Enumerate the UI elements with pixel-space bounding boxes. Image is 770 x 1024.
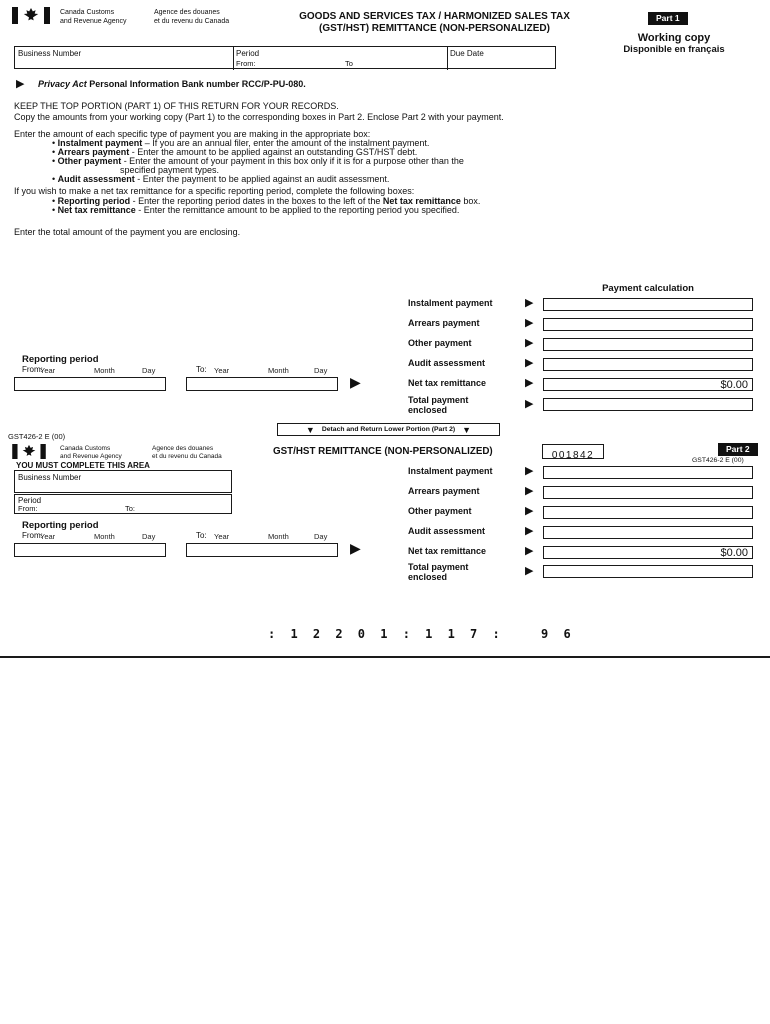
bullet-term: Arrears payment (57, 147, 130, 157)
total-payment-label: Total payment enclosed (408, 562, 469, 582)
agency-name-fr (154, 9, 229, 26)
instalment-payment-label: Instalment payment (408, 298, 493, 308)
payment-row (408, 526, 754, 543)
bullet-term: Net tax remittance (57, 205, 136, 215)
part2-form-number: GST426-2 E (00) (692, 457, 744, 464)
month-label: Month (94, 366, 115, 375)
form-title-line2: (GST/HST) REMITTANCE (NON-PERSONALIZED) (319, 23, 550, 34)
payment-row (408, 486, 754, 503)
part2-reporting-from-input[interactable] (14, 543, 166, 557)
agency-fr-line2: et du revenu du Canada (152, 452, 222, 460)
bullet-icon: • (52, 196, 56, 206)
payment-row (408, 358, 754, 375)
bullet-audit (52, 174, 389, 184)
bullet-icon: • (52, 156, 56, 166)
net-tax-remittance-value: $0.00 (720, 379, 748, 391)
part2-total-payment-input[interactable] (543, 565, 753, 578)
part2-net-tax-remittance-input[interactable] (543, 546, 753, 559)
due-date-label: Due Date (450, 49, 484, 58)
part1-net-tax-remittance-input[interactable] (543, 378, 753, 391)
total-payment-label: Total payment enclosed (408, 395, 469, 415)
period-label: Period (18, 496, 42, 505)
part2-arrears-payment-input[interactable] (543, 486, 753, 499)
bullet-other (52, 156, 464, 166)
day-label: Day (314, 532, 328, 541)
bottom-divider (0, 656, 770, 658)
arrow-right-icon: ▶ (525, 465, 534, 477)
part1-reporting-period (14, 354, 379, 396)
arrow-right-icon: ▶ (525, 337, 534, 349)
net-tax-remittance-label: Net tax remittance (408, 546, 487, 556)
part1-reporting-to-input[interactable] (186, 377, 338, 391)
agency-en-line2: and Revenue Agency (60, 17, 127, 25)
part2-badge: Part 2 (718, 443, 758, 456)
part2-audit-assessment-input[interactable] (543, 526, 753, 539)
privacy-act-term: Privacy Act (38, 79, 87, 89)
period-to-label: To (345, 59, 353, 68)
bullet-term: Instalment payment (57, 138, 143, 148)
instruction-keep-line1: KEEP THE TOP PORTION (PART 1) OF THIS RETURN FOR YOUR RECORDS. (14, 101, 339, 111)
arrow-right-icon: ▶ (525, 377, 534, 389)
bullet-other-cont: specified payment types. (120, 165, 220, 175)
privacy-act-line (38, 79, 306, 89)
from-label: From: (22, 531, 43, 540)
identification-row (14, 46, 556, 69)
month-label: Month (268, 532, 289, 541)
reporting-period-title: Reporting period (22, 354, 99, 365)
other-payment-label: Other payment (408, 338, 472, 348)
part2-instalment-payment-input[interactable] (543, 466, 753, 479)
bullet-text: - Enter the amount to be applied against an outstanding GST/HST debt. (129, 147, 418, 157)
agency-name-en (60, 445, 122, 460)
agency-fr-line2: et du revenu du Canada (154, 17, 230, 25)
bullet-term: Audit assessment (57, 174, 135, 184)
reporting-period-title: Reporting period (22, 520, 99, 531)
instalment-payment-label: Instalment payment (408, 466, 493, 476)
instruction-enter-intro: Enter the amount of each specific type of payment you are making in the appropriate box: (14, 129, 371, 139)
bullet-term-2: Net tax remittance (382, 196, 461, 206)
part1-period-field[interactable] (234, 47, 447, 70)
payment-row (408, 546, 754, 563)
arrow-right-icon: ▶ (525, 398, 534, 410)
payment-row (408, 318, 754, 335)
part1-reporting-from-input[interactable] (14, 377, 166, 391)
arrow-right-icon: ▶ (525, 565, 534, 577)
disponible-label: Disponible en français (623, 44, 725, 55)
bullet-text: - Enter the remittance amount to be applied to the reporting period you specified. (135, 205, 460, 215)
net-tax-remittance-label: Net tax remittance (408, 378, 487, 388)
arrow-right-icon: ▶ (525, 485, 534, 497)
part1-form-number: GST426-2 E (00) (8, 432, 66, 441)
payment-row (408, 506, 754, 523)
year-label: Year (40, 532, 56, 541)
part1-audit-assessment-input[interactable] (543, 358, 753, 371)
to-label: To: (196, 531, 207, 540)
canada-flag-icon (12, 444, 46, 459)
serial-number-box (542, 444, 604, 459)
business-number-label: Business Number (18, 49, 82, 58)
part1-badge: Part 1 (648, 12, 688, 25)
bullet-term: Other payment (57, 156, 122, 166)
bullet-icon: • (52, 147, 56, 157)
bullet-net-tax (52, 205, 459, 215)
day-label: Day (314, 366, 328, 375)
part1-business-number-field[interactable] (15, 47, 233, 70)
part2-period-field[interactable] (14, 494, 232, 514)
day-label: Day (142, 532, 156, 541)
detach-label: Detach and Return Lower Portion (Part 2) (321, 426, 456, 433)
period-from-label: From: (18, 504, 38, 513)
part2-other-payment-input[interactable] (543, 506, 753, 519)
part2-business-number-field[interactable] (14, 470, 232, 493)
bullet-text-2: box. (460, 196, 481, 206)
part2-title: GST/HST REMITTANCE (NON-PERSONALIZED) (273, 446, 493, 457)
arrow-down-icon: ▼ (462, 424, 472, 435)
month-label: Month (268, 366, 289, 375)
to-label: To: (196, 365, 207, 374)
arrow-right-icon: ▶ (16, 78, 25, 90)
day-label: Day (142, 366, 156, 375)
bullet-icon: • (52, 138, 56, 148)
from-label: From: (22, 365, 43, 374)
part2-reporting-to-input[interactable] (186, 543, 338, 557)
payment-row (408, 562, 754, 582)
arrow-right-icon: ▶ (350, 374, 361, 390)
arrears-payment-label: Arrears payment (408, 318, 480, 328)
year-label: Year (40, 366, 56, 375)
part2-reporting-period (14, 520, 379, 562)
month-label: Month (94, 532, 115, 541)
payment-calculation-header: Payment calculation (602, 283, 694, 294)
arrears-payment-label: Arrears payment (408, 486, 480, 496)
year-label: Year (214, 532, 230, 541)
audit-assessment-label: Audit assessment (408, 526, 486, 536)
arrow-right-icon: ▶ (525, 505, 534, 517)
agency-fr-line1: Agence des douanes (154, 9, 220, 16)
working-copy-block (588, 32, 760, 55)
part1-total-payment-input[interactable] (543, 398, 753, 411)
bullet-text: - Enter the reporting period dates in the boxes to the left of the (130, 196, 383, 206)
payment-row (408, 298, 754, 315)
payment-row (408, 338, 754, 355)
detach-strip (277, 423, 500, 436)
agency-en-line1: Canada Customs (60, 9, 115, 16)
form-title-line1: GOODS AND SERVICES TAX / HARMONIZED SALES TAX (299, 11, 570, 22)
other-payment-label: Other payment (408, 506, 472, 516)
agency-en-line2: and Revenue Agency (60, 452, 122, 460)
arrow-right-icon: ▶ (525, 545, 534, 557)
canada-flag-icon (12, 7, 50, 24)
part1-instalment-payment-input[interactable] (543, 298, 753, 311)
instruction-net-intro: If you wish to make a net tax remittance for a specific reporting period, complete the following boxes: (14, 186, 415, 196)
arrow-right-icon: ▶ (525, 357, 534, 369)
bullet-text: – If you are an annual filer, enter the amount of the instalment payment. (142, 138, 430, 148)
agency-fr-line1: Agence des douanes (152, 445, 214, 452)
part1-other-payment-input[interactable] (543, 338, 753, 351)
year-label: Year (214, 366, 230, 375)
payment-row (408, 378, 754, 395)
arrow-right-icon: ▶ (525, 317, 534, 329)
agency-en-line1: Canada Customs (60, 445, 111, 452)
arrow-down-icon: ▼ (305, 424, 315, 435)
instruction-total-line: Enter the total amount of the payment you are enclosing. (14, 227, 241, 237)
net-tax-remittance-value: $0.00 (720, 547, 748, 559)
bullet-text: - Enter the payment to be applied against an audit assessment. (134, 174, 390, 184)
form-title (262, 11, 607, 35)
part1-arrears-payment-input[interactable] (543, 318, 753, 331)
bullet-text: - Enter the amount of your payment in this box only if it is for a purpose other than the (121, 156, 464, 166)
period-from-label: From: (236, 59, 256, 68)
period-to-label: To: (125, 504, 136, 513)
micr-code-right: 9 6 (541, 627, 575, 641)
part1-due-date-field[interactable] (448, 47, 557, 70)
agency-name-en (60, 9, 127, 26)
arrow-right-icon: ▶ (525, 297, 534, 309)
bullet-icon: • (52, 174, 56, 184)
arrow-right-icon: ▶ (350, 540, 361, 556)
agency-name-fr (152, 445, 222, 460)
payment-row (408, 466, 754, 483)
arrow-right-icon: ▶ (525, 525, 534, 537)
serial-number: 001842 (551, 450, 595, 461)
instruction-keep-line2: Copy the amounts from your working copy (Part 1) to the corresponding boxes in Part 2. Enclose Part 2 with your payment. (14, 112, 504, 122)
bullet-icon: • (52, 205, 56, 215)
bullet-term: Reporting period (57, 196, 131, 206)
business-number-label: Business Number (18, 473, 82, 482)
micr-code-left: : 1 2 2 0 1 : 1 1 7 : (268, 627, 504, 641)
period-label: Period (236, 49, 260, 58)
working-copy-label: Working copy (637, 32, 711, 44)
privacy-act-rest: Personal Information Bank number RCC/P-PU-080. (86, 79, 306, 89)
audit-assessment-label: Audit assessment (408, 358, 486, 368)
must-complete-label: YOU MUST COMPLETE THIS AREA (16, 461, 150, 470)
payment-row (408, 395, 754, 415)
